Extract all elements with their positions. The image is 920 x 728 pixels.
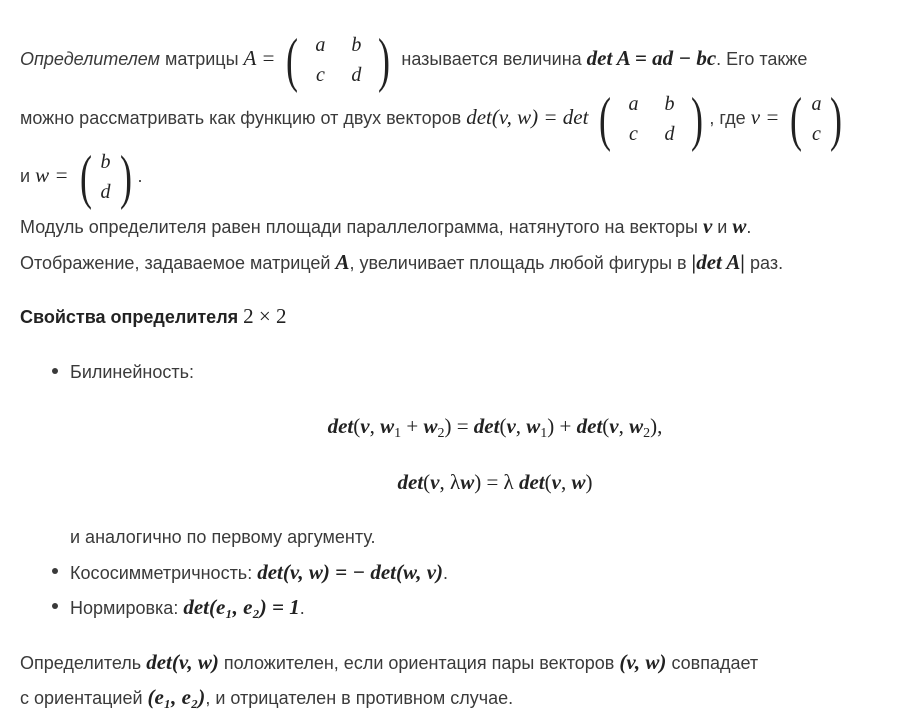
definition-line-1: Определителем матрицы A = ( a b c d ) называется величина det A = ad − bc. Его также bbox=[20, 27, 808, 93]
math-A-eq: A = bbox=[243, 45, 276, 70]
bilinear-label: Билинейность: bbox=[70, 362, 195, 382]
bullet-dot bbox=[52, 368, 58, 374]
matrix-abcd-2: ( a b c d ) bbox=[599, 86, 704, 152]
definition-line-3: и w = ( b d ) . bbox=[20, 144, 143, 210]
bilinear-equation-1: det(v, $w_1 + w_2) = \det(v$, $w_1) + \det(v$, $w_2$), bbox=[327, 414, 663, 441]
norm-line: Нормировка: det(e₁, e₂) = 1. bbox=[70, 595, 305, 619]
area-line-1: Модуль определителя равен площади параллелограмма, натянутого на векторы v и w. bbox=[20, 214, 752, 238]
bilinear-equation-2: det(v, λw) = λ det(v, w) bbox=[397, 470, 593, 494]
orientation-line-1: Определитель det(v, w) положителен, если ориентация пары векторов (v, w) совпадает bbox=[20, 650, 759, 674]
matrix-abcd: ( a b c d ) bbox=[286, 27, 391, 93]
abs-det-A: |det A| bbox=[691, 250, 745, 274]
definition-line-2: можно рассматривать как функцию от двух векторов det(v, w) = det ( a b c d ) , где v = ( a c ) bbox=[20, 89, 848, 149]
skew-line: Кососимметричность: det(v, w) = − det(w, v). bbox=[70, 560, 449, 584]
w-eq: w = bbox=[35, 162, 69, 187]
similarly-note: и аналогично по первому аргументу. bbox=[70, 527, 376, 547]
v-eq: v = bbox=[750, 104, 780, 129]
section-heading: Свойства определителя 2 × 2 bbox=[20, 304, 287, 328]
det-formula: det A = ad − bc bbox=[586, 45, 717, 70]
bullet-dot bbox=[52, 603, 58, 609]
area-line-2: Отображение, задаваемое матрицей A, увеличивает площадь любой фигуры в |det A| раз. bbox=[20, 250, 784, 274]
bullet-dot bbox=[52, 568, 58, 574]
vector-v: ( a c ) bbox=[790, 86, 843, 152]
term-determinant: Определителем bbox=[20, 48, 160, 69]
orientation-line-2: с ориентацией (e₁, e₂), и отрицателен в противном случае. bbox=[20, 685, 514, 709]
det-vw-math: det(v, w) = det bbox=[466, 104, 589, 129]
vector-w: ( b d ) bbox=[79, 144, 132, 210]
